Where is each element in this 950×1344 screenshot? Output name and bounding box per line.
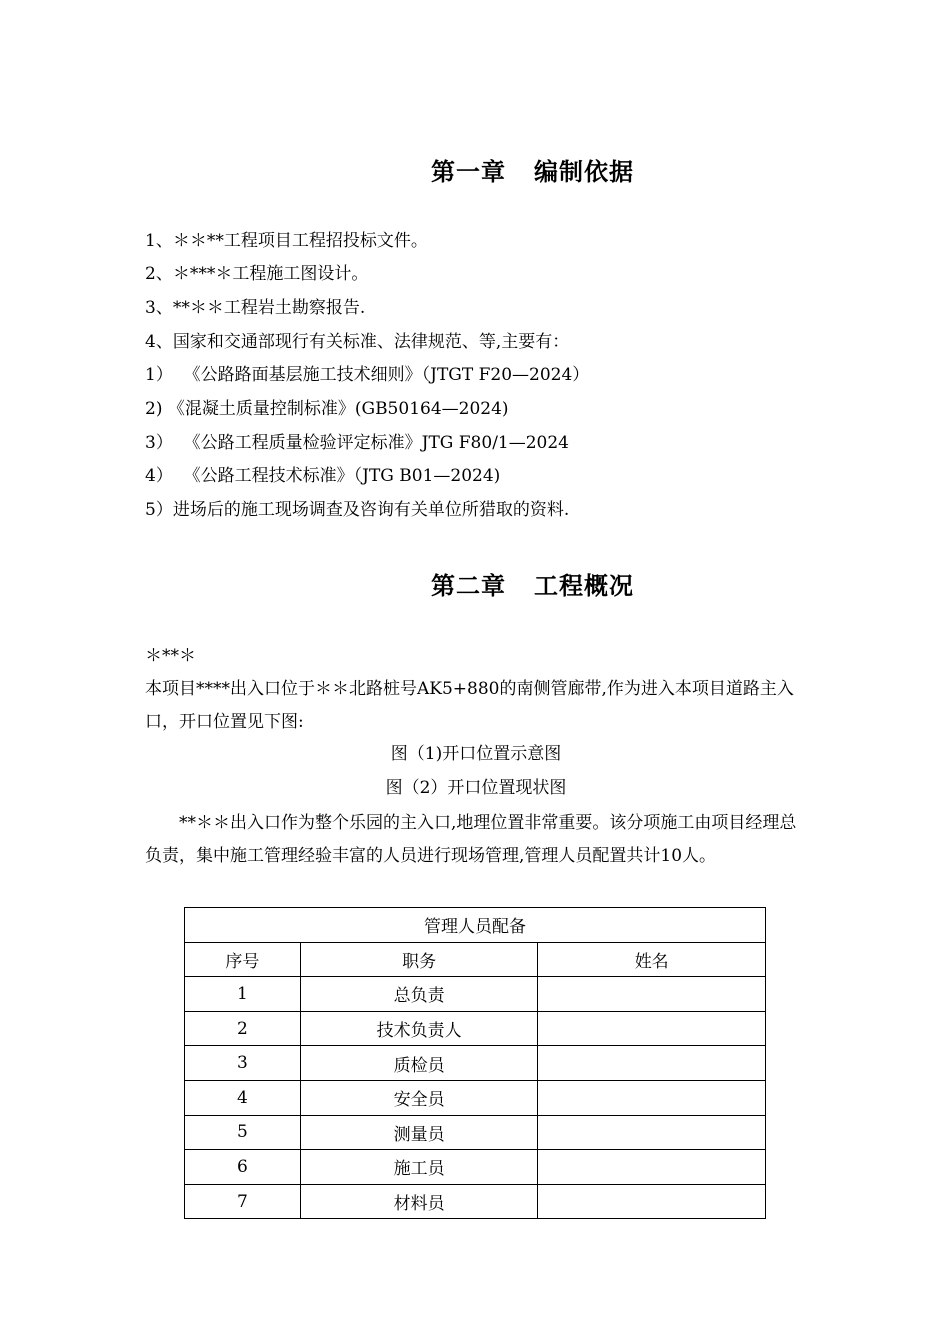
basis-item: 4、国家和交通部现行有关标准、法律规范、等,主要有： bbox=[145, 332, 570, 352]
table-row bbox=[185, 1011, 766, 1046]
standard-item: 2) 《混凝土质量控制标准》(GB50164—2024) bbox=[145, 399, 509, 419]
row-position: 总负责 bbox=[300, 977, 538, 1012]
row-name bbox=[538, 977, 766, 1012]
table-row bbox=[185, 1150, 766, 1185]
row-position: 施工员 bbox=[300, 1150, 538, 1185]
figure-1-caption: 图（1)开口位置示意图 bbox=[390, 744, 562, 764]
row-name bbox=[538, 1150, 766, 1185]
row-index: 2 bbox=[185, 1011, 301, 1046]
row-index: 1 bbox=[185, 977, 301, 1012]
standard-item: 4） 《公路工程技术标准》（JTG B01—2024) bbox=[145, 466, 501, 486]
row-name bbox=[538, 1184, 766, 1219]
intro-paragraph: 本项目****出入口位于＊＊北路桩号AK5+880的南侧管廊带,作为进入本项目道路主入口，开口位置见下图: bbox=[145, 679, 794, 732]
row-name bbox=[538, 1080, 766, 1115]
basis-item: 3、**＊＊工程岩土勘察报告. bbox=[145, 298, 366, 318]
column-header-position: 职务 bbox=[300, 942, 538, 977]
table-title-row bbox=[185, 908, 766, 943]
row-position: 质检员 bbox=[300, 1046, 538, 1081]
row-index: 6 bbox=[185, 1150, 301, 1185]
staff-table bbox=[184, 907, 766, 1219]
row-name bbox=[538, 1115, 766, 1150]
table-header-row bbox=[185, 942, 766, 977]
row-index: 7 bbox=[185, 1184, 301, 1219]
figure-2-caption: 图（2）开口位置现状图 bbox=[385, 778, 567, 798]
row-name bbox=[538, 1046, 766, 1081]
row-name bbox=[538, 1011, 766, 1046]
row-index: 4 bbox=[185, 1080, 301, 1115]
row-position: 测量员 bbox=[300, 1115, 538, 1150]
table-row bbox=[185, 1115, 766, 1150]
row-position: 安全员 bbox=[300, 1080, 538, 1115]
row-position: 技术负责人 bbox=[300, 1011, 538, 1046]
project-subheading: ＊**＊ bbox=[145, 646, 196, 666]
row-position: 材料员 bbox=[300, 1184, 538, 1219]
table-row bbox=[185, 1184, 766, 1219]
standard-item: 3） 《公路工程质量检验评定标准》JTG F80/1—2024 bbox=[145, 433, 569, 453]
table-title: 管理人员配备 bbox=[185, 908, 766, 943]
column-header-index: 序号 bbox=[185, 942, 301, 977]
chapter-2-title: 第二章 工程概况 bbox=[430, 571, 635, 600]
row-index: 3 bbox=[185, 1046, 301, 1081]
table-row bbox=[185, 977, 766, 1012]
management-paragraph bbox=[145, 807, 807, 873]
management-paragraph-text: **＊＊出入口作为整个乐园的主入口,地理位置非常重要。该分项施工由项目经理总负责，集中施工管理经验丰富的人员进行现场管理,管理人员配置共计10人。 bbox=[145, 813, 797, 866]
table-row bbox=[185, 1080, 766, 1115]
basis-item: 5）进场后的施工现场调查及咨询有关单位所猎取的资料. bbox=[145, 500, 570, 520]
basis-item: 2、＊***＊工程施工图设计。 bbox=[145, 264, 369, 284]
chapter-1-title: 第一章 编制依据 bbox=[430, 157, 635, 186]
column-header-name: 姓名 bbox=[538, 942, 766, 977]
table-row bbox=[185, 1046, 766, 1081]
basis-item: 1、＊＊**工程项目工程招投标文件。 bbox=[145, 231, 428, 251]
standard-item: 1） 《公路路面基层施工技术细则》（JTGT F20—2024） bbox=[145, 365, 590, 385]
row-index: 5 bbox=[185, 1115, 301, 1150]
